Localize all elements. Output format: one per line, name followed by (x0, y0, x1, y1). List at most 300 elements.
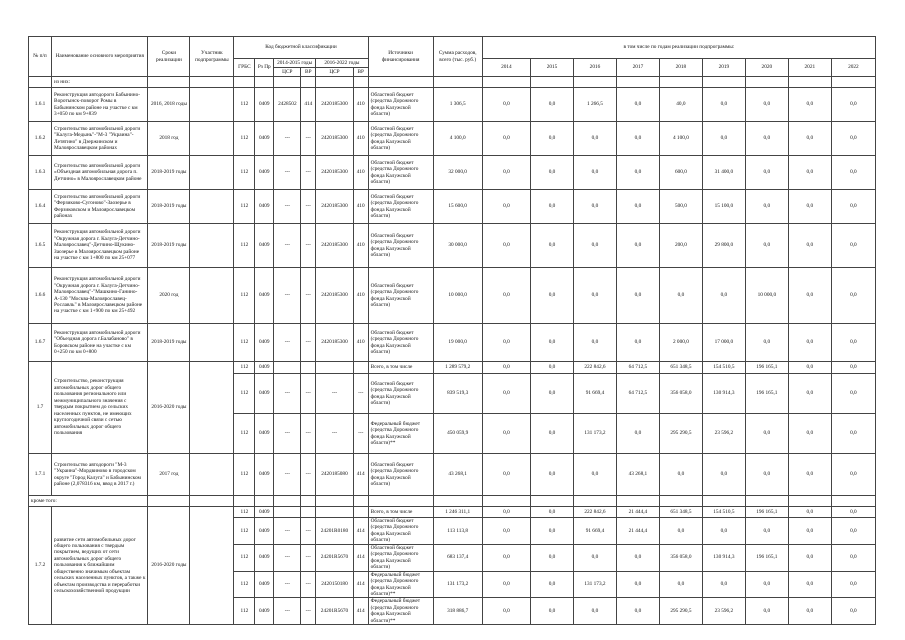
year-value-cell: 0,0 (745, 598, 788, 625)
year-value-cell: 0,0 (616, 571, 659, 598)
year-value-cell: 154 510,5 (702, 507, 745, 518)
row-name: Строительство автомобильной дороги "Ферзиково-Сугоново"-Заозерье в Ферзиковском и Малоярославецком районах (52, 190, 148, 224)
year-value-cell: 0,0 (482, 454, 530, 496)
header-grbs: ГРБС (234, 59, 255, 77)
header-budget-class: Код бюджетной классификации (234, 37, 368, 59)
vr-cell: --- (301, 454, 316, 496)
csr-cell: 24201R0180 (316, 518, 354, 545)
source-cell: Областной бюджет (средства Дорожного фонда Калужской области) (368, 268, 433, 324)
year-value-cell: 23 596,2 (702, 414, 745, 454)
year-value-cell: 0,0 (531, 414, 574, 454)
year-value-cell: 0,0 (788, 544, 831, 571)
sum-cell: 113 113,8 (433, 518, 482, 545)
year-value-cell: 0,0 (745, 324, 788, 362)
vr-cell: --- (301, 518, 316, 545)
sum-cell: 131 173,2 (433, 571, 482, 598)
year-value-cell: 0,0 (788, 268, 831, 324)
year-value-cell: 0,0 (831, 518, 875, 545)
csr-cell: --- (274, 414, 301, 454)
year-value-cell: 0,0 (573, 544, 616, 571)
empty-cell (368, 496, 433, 507)
row-term: 2018-2019 годы (148, 156, 190, 190)
header-period2: 2016-2022 годы (316, 59, 368, 68)
year-value-cell: 0,0 (482, 507, 530, 518)
year-value-cell: 0,0 (831, 268, 875, 324)
grbs-cell: 112 (234, 544, 255, 571)
row-number: 1.6.6 (29, 268, 52, 324)
year-value-cell: 0,0 (788, 190, 831, 224)
year-value-cell: 295 290,5 (659, 598, 702, 625)
row-number: 1.7 (29, 362, 52, 454)
year-value-cell: 0,0 (482, 156, 530, 190)
source-cell: Областной бюджет (средства Дорожного фонда Калужской области) (368, 122, 433, 156)
year-value-cell: 130 914,3 (702, 544, 745, 571)
year-value-cell: 0,0 (831, 598, 875, 625)
year-value-cell: 0,0 (745, 122, 788, 156)
row-term: 2017 год (148, 454, 190, 496)
vr-cell: --- (301, 544, 316, 571)
empty-cell (659, 496, 702, 507)
year-value-cell: 0,0 (831, 324, 875, 362)
year-value-cell: 0,0 (616, 324, 659, 362)
empty-cell (482, 496, 530, 507)
row-number: 1.6.4 (29, 190, 52, 224)
empty-cell (190, 496, 234, 507)
vr-cell (301, 362, 316, 374)
csr-cell: 2420185080 (316, 454, 354, 496)
year-value-cell: 0,0 (573, 598, 616, 625)
document-sheet (28, 36, 876, 625)
year-value-cell: 0,0 (745, 414, 788, 454)
grbs-cell: 112 (234, 598, 255, 625)
header-rzpr: Рз Пр (255, 59, 274, 77)
rzpr-cell: 0409 (255, 454, 274, 496)
year-value-cell: 91 669,4 (573, 518, 616, 545)
vr-cell: 414 (301, 88, 316, 122)
source-cell: Федеральный бюджет (средства Дорожного фонда Калужской области)** (368, 598, 433, 625)
vr-cell: 410 (353, 224, 368, 268)
vr-cell: 414 (353, 571, 368, 598)
sum-cell: 839 519,3 (433, 374, 482, 414)
row-number: 1.6.2 (29, 122, 52, 156)
year-value-cell: 0,0 (831, 571, 875, 598)
year-value-cell: 0,0 (788, 156, 831, 190)
row-term: 2020 год (148, 268, 190, 324)
year-value-cell: 0,0 (788, 374, 831, 414)
vr-cell (353, 507, 368, 518)
csr-cell: --- (274, 374, 301, 414)
vr-cell: 410 (353, 88, 368, 122)
year-value-cell: 0,0 (745, 224, 788, 268)
header-terms: Сроки реализации (148, 37, 190, 77)
csr-cell: --- (274, 156, 301, 190)
year-value-cell: 0,0 (482, 122, 530, 156)
vr-cell (353, 362, 368, 374)
year-value-cell: 64 712,5 (616, 374, 659, 414)
grbs-cell: 112 (234, 374, 255, 414)
year-value-cell: 222 842,6 (573, 362, 616, 374)
header-vr: ВР (353, 68, 368, 77)
csr-cell: 2428502 (274, 88, 301, 122)
year-value-cell: 0,0 (831, 374, 875, 414)
table-row (29, 88, 876, 122)
year-value-cell: 0,0 (745, 88, 788, 122)
year-value-cell: 0,0 (531, 88, 574, 122)
header-year: 2017 (616, 59, 659, 77)
year-value-cell: 0,0 (616, 190, 659, 224)
year-value-cell: 0,0 (531, 544, 574, 571)
csr-cell: --- (274, 224, 301, 268)
year-value-cell: 21 444,4 (616, 518, 659, 545)
table-row (29, 190, 876, 224)
rzpr-cell: 0409 (255, 544, 274, 571)
row-number: 1.6.1 (29, 88, 52, 122)
participant-cell (190, 324, 234, 362)
source-cell: Всего, в том числе (368, 362, 433, 374)
year-value-cell: 0,0 (573, 324, 616, 362)
vr-cell: --- (301, 156, 316, 190)
header-num: № п/п (29, 37, 52, 77)
sum-cell: 1 246 311,1 (433, 507, 482, 518)
year-value-cell: 0,0 (573, 224, 616, 268)
year-value-cell: 0,0 (531, 598, 574, 625)
row-name: Реконструкция автомобильной дороги "Окружная дорога г. Калуга-Детчино-Малоярославец"-Детчино-Щукино-Заозерье в Малоярославецком районе на участке с км 1+800 по км 25+077 (52, 224, 148, 268)
year-value-cell: 0,0 (531, 224, 574, 268)
source-cell: Областной бюджет (средства Дорожного фонда Калужской области) (368, 454, 433, 496)
vr-cell (301, 507, 316, 518)
year-value-cell: 0,0 (616, 268, 659, 324)
year-value-cell: 0,0 (616, 224, 659, 268)
csr-cell: --- (274, 518, 301, 545)
empty-cell (255, 496, 274, 507)
year-value-cell: 196 165,1 (745, 374, 788, 414)
vr-cell: 410 (353, 324, 368, 362)
vr-cell: 410 (353, 190, 368, 224)
vr-cell: 414 (353, 518, 368, 545)
year-value-cell: 91 669,4 (573, 374, 616, 414)
participant-cell (190, 190, 234, 224)
grbs-cell: 112 (234, 224, 255, 268)
empty-cell (788, 496, 831, 507)
source-cell: Областной бюджет (средства Дорожного фонда Калужской области) (368, 518, 433, 545)
row-name: Строительство, реконструкция автомобильных дорог общего пользования регионального или межмуниципального значения с твердым покрытием до сельских населенных пунктов, не имеющих круглогодичной связи с сетью автомобильных дорог общего пользования (52, 362, 148, 454)
row-term: 2016, 2018 годы (148, 88, 190, 122)
empty-cell (433, 496, 482, 507)
vr-cell: --- (353, 374, 368, 414)
grbs-cell: 112 (234, 414, 255, 454)
vr-cell: --- (301, 374, 316, 414)
csr-cell: 2420185300 (316, 224, 354, 268)
year-value-cell: 0,0 (831, 544, 875, 571)
vr-cell: --- (301, 268, 316, 324)
row-term: 2018-2019 годы (148, 224, 190, 268)
year-value-cell: 130 914,3 (702, 374, 745, 414)
year-value-cell: 0,0 (788, 454, 831, 496)
year-value-cell: 0,0 (616, 156, 659, 190)
header-csr: ЦСР (274, 68, 301, 77)
row-term: 2018-2019 годы (148, 324, 190, 362)
source-cell: Областной бюджет (средства Дорожного фонда Калужской области) (368, 224, 433, 268)
year-value-cell: 0,0 (482, 224, 530, 268)
participant-cell (190, 88, 234, 122)
rzpr-cell: 0409 (255, 190, 274, 224)
year-value-cell: 0,0 (531, 571, 574, 598)
year-value-cell: 651 348,5 (659, 507, 702, 518)
year-value-cell: 0,0 (616, 122, 659, 156)
csr-cell (316, 362, 354, 374)
year-value-cell: 0,0 (531, 518, 574, 545)
header-year: 2018 (659, 59, 702, 77)
vr-cell: --- (301, 414, 316, 454)
year-value-cell: 0,0 (831, 224, 875, 268)
including-label: из них: (52, 77, 148, 88)
grbs-cell: 112 (234, 190, 255, 224)
sum-cell: 15 600,0 (433, 190, 482, 224)
header-year: 2015 (531, 59, 574, 77)
year-value-cell: 0,0 (702, 454, 745, 496)
year-value-cell: 0,0 (702, 571, 745, 598)
csr-cell: 24201R5670 (316, 598, 354, 625)
rzpr-cell: 0409 (255, 224, 274, 268)
csr-cell: --- (274, 454, 301, 496)
year-value-cell: 0,0 (482, 414, 530, 454)
year-value-cell: 0,0 (531, 324, 574, 362)
row-term: 2018 год (148, 122, 190, 156)
csr-cell (274, 507, 301, 518)
year-value-cell: 0,0 (659, 518, 702, 545)
vr-cell: 410 (353, 268, 368, 324)
year-value-cell: 0,0 (788, 414, 831, 454)
row-name: Реконструкция автомобильной дороги "Окружная дорога г. Калуга-Детчино-Малоярославец"-"Машкино-Ганино-А-130 "Москва-Малоярославец-Рославль" в Малоярославецком районе на участке с км 1+900 по км 25+492 (52, 268, 148, 324)
header-vr: ВР (301, 68, 316, 77)
source-cell: Федеральный бюджет (средства Дорожного фонда Калужской области)** (368, 414, 433, 454)
vr-cell: 414 (353, 598, 368, 625)
csr-cell: --- (274, 190, 301, 224)
year-value-cell: 0,0 (831, 122, 875, 156)
year-value-cell: 0,0 (573, 268, 616, 324)
besides-label: кроме того: (29, 496, 148, 507)
grbs-cell: 112 (234, 518, 255, 545)
source-cell: Областной бюджет (средства Дорожного фонда Калужской области) (368, 156, 433, 190)
year-value-cell: 0,0 (482, 268, 530, 324)
sum-cell: 1 289 579,2 (433, 362, 482, 374)
year-value-cell: 0,0 (831, 414, 875, 454)
empty-cell (353, 496, 368, 507)
table-row (29, 122, 876, 156)
header-year: 2014 (482, 59, 530, 77)
table-row (29, 454, 876, 496)
empty-cell (301, 496, 316, 507)
year-value-cell: 0,0 (482, 88, 530, 122)
sum-cell: 450 059,9 (433, 414, 482, 454)
year-value-cell: 0,0 (531, 507, 574, 518)
year-value-cell: 651 348,5 (659, 362, 702, 374)
csr-cell: 2420185300 (316, 122, 354, 156)
year-value-cell: 0,0 (788, 362, 831, 374)
table-row (29, 224, 876, 268)
participant-cell (190, 507, 234, 625)
year-value-cell: 0,0 (831, 156, 875, 190)
row-term: 2016-2020 годы (148, 507, 190, 625)
rzpr-cell: 0409 (255, 362, 274, 374)
year-value-cell: 0,0 (573, 190, 616, 224)
table-row (29, 156, 876, 190)
empty-cell (573, 496, 616, 507)
empty-cell (274, 496, 301, 507)
year-value-cell: 0,0 (788, 224, 831, 268)
year-value-cell: 0,0 (788, 598, 831, 625)
year-value-cell: 0,0 (702, 122, 745, 156)
csr-cell (274, 362, 301, 374)
source-cell: Областной бюджет (средства Дорожного фонда Калужской области) (368, 374, 433, 414)
empty-cell (831, 496, 875, 507)
row-name: Строительство автомобильной дороги «Объездная автомобильная дорога п. Детчино» в Малоярославецком районе (52, 156, 148, 190)
grbs-cell: 112 (234, 571, 255, 598)
row-name: Реконструкция автомобильной дороги "Объездная дорога г.Балабаново" в Боровском районе на участке с км 0+250 по км 0+800 (52, 324, 148, 362)
vr-cell: 414 (353, 544, 368, 571)
source-cell: Федеральный бюджет (средства Дорожного фонда Калужской области)** (368, 571, 433, 598)
year-value-cell: 4 100,0 (659, 122, 702, 156)
year-value-cell: 2 000,0 (659, 324, 702, 362)
csr-cell: 2420185300 (316, 324, 354, 362)
year-value-cell: 0,0 (659, 454, 702, 496)
budget-table (28, 36, 876, 625)
year-value-cell: 64 712,5 (616, 362, 659, 374)
source-cell: Областной бюджет (средства Дорожного фонда Калужской области) (368, 544, 433, 571)
year-value-cell: 1 266,5 (573, 88, 616, 122)
year-value-cell: 0,0 (702, 518, 745, 545)
year-value-cell: 356 058,0 (659, 544, 702, 571)
year-value-cell: 0,0 (788, 571, 831, 598)
sum-cell: 43 268,1 (433, 454, 482, 496)
row-name: развитие сети автомобильных дорог общего пользования с твердым покрытием, ведущих от сети автомобильных дорог общего пользования к ближайшим общественно значимым объектам сельских населенных пунктов, а также к объектам производства и переработки сельскохозяйственной продукции (52, 507, 148, 625)
csr-cell: 2420150180 (316, 571, 354, 598)
year-value-cell: 0,0 (702, 88, 745, 122)
year-value-cell: 0,0 (831, 190, 875, 224)
year-value-cell: 0,0 (659, 268, 702, 324)
csr-cell: 2420185300 (316, 88, 354, 122)
header-csr: ЦСР (316, 68, 354, 77)
rzpr-cell: 0409 (255, 414, 274, 454)
year-value-cell: 17 000,0 (702, 324, 745, 362)
year-value-cell: 196 165,1 (745, 507, 788, 518)
year-value-cell: 0,0 (659, 571, 702, 598)
vr-cell: --- (301, 598, 316, 625)
year-value-cell: 0,0 (482, 598, 530, 625)
header-participants: Участник подпрограммы (190, 37, 234, 77)
csr-cell: --- (274, 544, 301, 571)
rzpr-cell: 0409 (255, 571, 274, 598)
year-value-cell: 0,0 (531, 156, 574, 190)
sum-cell: 30 000,0 (433, 224, 482, 268)
year-value-cell: 0,0 (573, 156, 616, 190)
year-value-cell: 0,0 (531, 454, 574, 496)
participant-cell (190, 454, 234, 496)
year-value-cell: 0,0 (616, 88, 659, 122)
table-row (29, 496, 876, 507)
year-value-cell: 0,0 (482, 324, 530, 362)
csr-cell: --- (274, 268, 301, 324)
year-value-cell: 196 165,1 (745, 362, 788, 374)
participant-cell (190, 156, 234, 190)
empty-cell (702, 496, 745, 507)
year-value-cell: 0,0 (482, 374, 530, 414)
year-value-cell: 0,0 (745, 518, 788, 545)
source-cell: Всего, в том числе (368, 507, 433, 518)
year-value-cell: 0,0 (745, 156, 788, 190)
header-year: 2021 (788, 59, 831, 77)
participant-cell (190, 268, 234, 324)
empty-cell (616, 496, 659, 507)
year-value-cell: 0,0 (573, 122, 616, 156)
year-value-cell: 0,0 (482, 518, 530, 545)
header-year: 2016 (573, 59, 616, 77)
grbs-cell: 112 (234, 454, 255, 496)
year-value-cell: 0,0 (788, 518, 831, 545)
year-value-cell: 0,0 (482, 362, 530, 374)
grbs-cell: 112 (234, 156, 255, 190)
table-body (29, 77, 876, 625)
year-value-cell: 0,0 (831, 507, 875, 518)
source-cell: Областной бюджет (средства Дорожного фонда Калужской области) (368, 88, 433, 122)
row-number: 1.6.3 (29, 156, 52, 190)
row-name: Строительство автодороги "М-3 "Украина"-Мордвиново в городском округе "Город Калуга" и Бабынинском районе (2,078316 км, ввод в 2017 г.) (52, 454, 148, 496)
csr-cell (316, 507, 354, 518)
csr-cell: --- (274, 122, 301, 156)
vr-cell: --- (301, 571, 316, 598)
rzpr-cell: 0409 (255, 374, 274, 414)
participant-cell (190, 362, 234, 454)
year-value-cell: 0,0 (531, 362, 574, 374)
header-year: 2020 (745, 59, 788, 77)
grbs-cell: 112 (234, 324, 255, 362)
year-value-cell: 0,0 (482, 544, 530, 571)
year-value-cell: 600,0 (659, 156, 702, 190)
year-value-cell: 154 510,5 (702, 362, 745, 374)
grbs-cell: 112 (234, 362, 255, 374)
year-value-cell: 0,0 (531, 268, 574, 324)
csr-cell: --- (316, 374, 354, 414)
vr-cell: 410 (353, 156, 368, 190)
row-number: 1.6.7 (29, 324, 52, 362)
empty-cell (316, 496, 354, 507)
header-year: 2019 (702, 59, 745, 77)
year-value-cell: 0,0 (831, 362, 875, 374)
vr-cell: --- (301, 324, 316, 362)
sum-cell: 10 000,0 (433, 268, 482, 324)
year-value-cell: 500,0 (659, 190, 702, 224)
year-value-cell: 0,0 (788, 88, 831, 122)
year-value-cell: 356 058,0 (659, 374, 702, 414)
year-value-cell: 0,0 (616, 544, 659, 571)
table-row (29, 268, 876, 324)
row-name: Строительство автомобильной дороги "Калуга-Медынь"-"М-3 "Украина"-Летятино" в Дзержинском и Малоярославецком районах (52, 122, 148, 156)
table-row (29, 324, 876, 362)
participant-cell (190, 224, 234, 268)
header-years-group: в том числе по годам реализации подпрограммы: (482, 37, 875, 59)
vr-cell: --- (301, 122, 316, 156)
rzpr-cell: 0409 (255, 324, 274, 362)
vr-cell: --- (353, 414, 368, 454)
empty-cell (531, 496, 574, 507)
year-value-cell: 40,0 (659, 88, 702, 122)
sum-cell: 32 000,0 (433, 156, 482, 190)
grbs-cell: 112 (234, 88, 255, 122)
rzpr-cell: 0409 (255, 518, 274, 545)
row-number: 1.7.2 (29, 507, 52, 625)
header-sources: Источники финансирования (368, 37, 433, 77)
csr-cell: 24201R5670 (316, 544, 354, 571)
